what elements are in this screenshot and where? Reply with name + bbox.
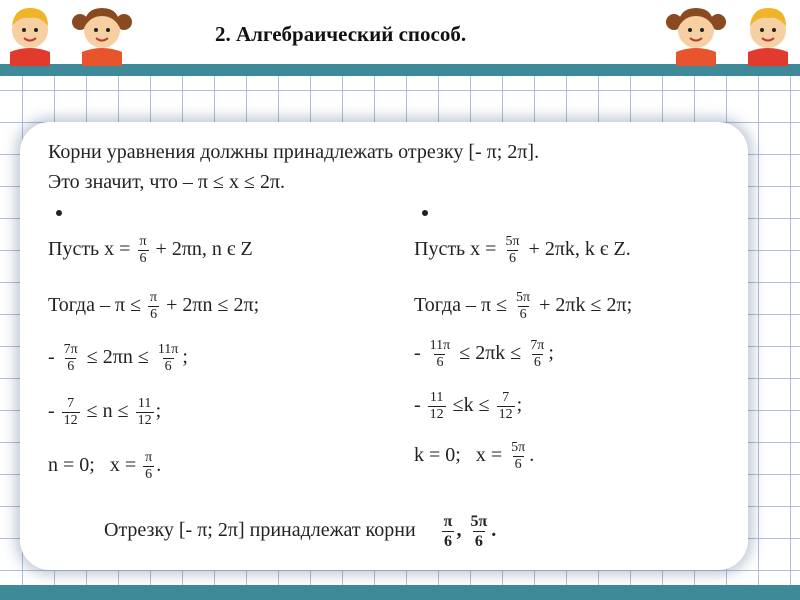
denominator: 6 <box>139 251 147 266</box>
fraction <box>148 290 159 323</box>
girl-cartoon-icon <box>664 0 728 66</box>
left-step-3 <box>48 342 188 375</box>
numerator: π <box>150 290 158 305</box>
text: . <box>491 519 497 542</box>
text: - <box>414 394 421 417</box>
text: ≤k ≤ <box>452 394 490 417</box>
boy-cartoon-icon <box>0 0 60 66</box>
text: . <box>529 444 535 467</box>
fraction <box>503 234 521 267</box>
denominator: 6 <box>150 307 158 322</box>
fraction <box>468 512 489 551</box>
numerator: 7 <box>67 396 75 411</box>
numerator: π <box>145 450 153 465</box>
text: + 2πk ≤ 2π; <box>539 294 633 317</box>
boy-cartoon-icon <box>738 0 798 66</box>
fraction <box>514 290 532 323</box>
denominator: 12 <box>498 407 513 422</box>
fraction <box>143 450 154 483</box>
denominator: 6 <box>533 355 541 370</box>
denominator: 6 <box>514 457 522 472</box>
denominator: 12 <box>429 407 444 422</box>
text: ; <box>548 342 554 365</box>
slide-title: 2. Алгебраический способ. <box>215 22 467 46</box>
numerator: 5π <box>511 440 526 455</box>
text: + 2πk, k є Z. <box>528 238 631 261</box>
text: Пусть x = <box>48 238 131 261</box>
text: ; <box>516 394 523 417</box>
numerator: 11 <box>137 396 152 411</box>
bullet-left <box>56 210 62 216</box>
fraction <box>136 396 154 429</box>
numerator: 11π <box>429 338 451 353</box>
text: - <box>48 346 55 369</box>
intro-line-1: Корни уравнения должны принадлежать отрезку [- π; 2π]. <box>48 141 540 163</box>
text: + 2πn ≤ 2π; <box>166 294 260 317</box>
text: Пусть x = <box>414 238 497 261</box>
fraction <box>442 512 455 551</box>
fraction <box>509 440 527 473</box>
left-step-5 <box>48 450 161 483</box>
denominator: 6 <box>436 355 444 370</box>
numerator: 5π <box>516 290 531 305</box>
text: Отрезку [- π; 2π] принадлежат корни <box>104 519 416 542</box>
fraction <box>428 390 446 423</box>
numerator: 7π <box>530 338 545 353</box>
numerator: π <box>139 234 147 249</box>
denominator: 6 <box>164 359 172 374</box>
text: - <box>414 342 421 365</box>
text: ; <box>182 346 188 369</box>
conclusion <box>104 512 496 551</box>
numerator: 7π <box>63 342 78 357</box>
text: ; <box>155 400 162 423</box>
numerator: 11 <box>429 390 444 405</box>
separator: , <box>456 519 462 542</box>
right-step-3 <box>414 338 554 371</box>
text: Тогда – π ≤ <box>414 294 508 317</box>
text: . <box>156 454 162 477</box>
denominator: 6 <box>509 251 516 266</box>
numerator: π <box>443 513 453 530</box>
text: ≤ n ≤ <box>86 400 129 423</box>
right-step-4 <box>414 390 522 423</box>
right-step-5 <box>414 440 534 473</box>
left-step-4 <box>48 396 161 429</box>
denominator: 6 <box>67 359 75 374</box>
denominator: 6 <box>474 533 483 550</box>
text: ≤ 2πk ≤ <box>459 342 522 365</box>
numerator: 11π <box>157 342 179 357</box>
numerator: 7 <box>502 390 510 405</box>
text: - <box>48 400 55 423</box>
footer-bar <box>0 585 800 600</box>
fraction <box>156 342 181 375</box>
numerator: 5π <box>505 234 520 249</box>
fraction <box>62 342 80 375</box>
numerator: 5π <box>470 513 488 530</box>
denominator: 6 <box>145 467 153 482</box>
fraction <box>528 338 546 371</box>
fraction <box>62 396 80 429</box>
text: + 2πn, n є Z <box>155 238 253 261</box>
text: ≤ 2πn ≤ <box>86 346 149 369</box>
fraction <box>137 234 148 267</box>
denominator: 12 <box>137 413 152 428</box>
intro-line-2: Это значит, что – π ≤ x ≤ 2π. <box>48 171 286 193</box>
denominator: 6 <box>519 307 527 322</box>
denominator: 6 <box>444 533 453 550</box>
text: Тогда – π ≤ <box>48 294 142 317</box>
fraction <box>428 338 453 371</box>
right-step-1 <box>414 234 631 267</box>
bullet-right <box>422 210 428 216</box>
left-step-2 <box>48 290 259 323</box>
right-step-2 <box>414 290 632 323</box>
text: n = 0; x = <box>48 454 137 477</box>
fraction <box>497 390 515 423</box>
text: k = 0; x = <box>414 444 503 467</box>
denominator: 12 <box>63 413 78 428</box>
girl-cartoon-icon <box>70 0 134 66</box>
left-step-1 <box>48 234 253 267</box>
